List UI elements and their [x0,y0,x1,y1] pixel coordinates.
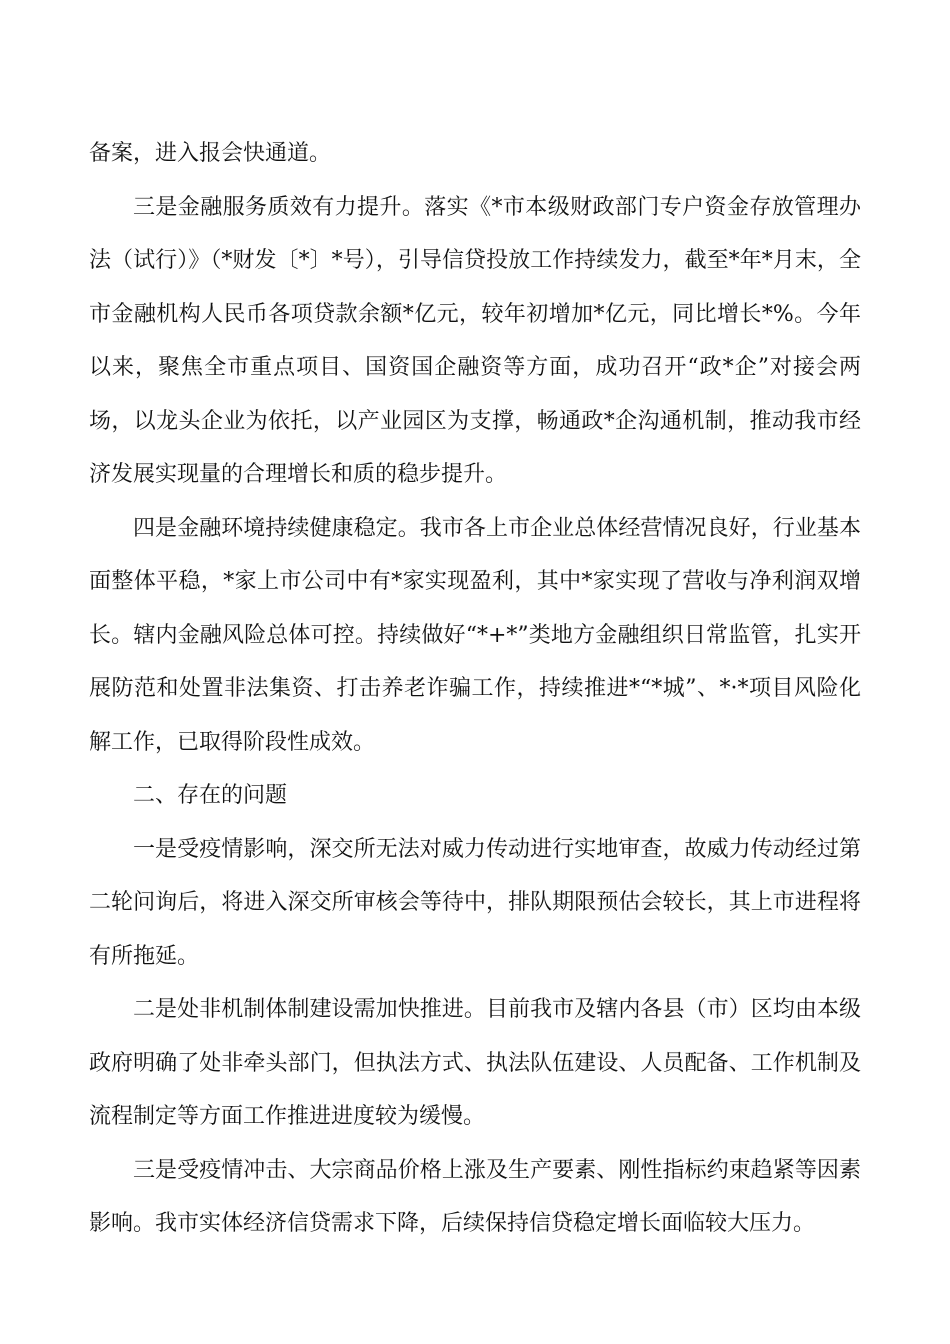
paragraph-problem-two: 二是处非机制体制建设需加快推进。目前我市及辖内各县（市）区均由本级政府明确了处非牵头部门，但执法方式、执法队伍建设、人员配备、工作机制及流程制定等方面工作推进进度较为缓慢。 [89,997,861,1129]
section-heading-problems: 二、存在的问题 [133,783,288,808]
paragraph-problem-three: 三是受疫情冲击、大宗商品价格上涨及生产要素、刚性指标约束趋紧等因素影响。我市实体经济信贷需求下降，后续保持信贷稳定增长面临较大压力。 [89,1157,861,1236]
document-body [89,127,861,1251]
paragraph-financial-services: 三是金融服务质效有力提升。落实《*市本级财政部门专户资金存放管理办法（试行）》（*财发〔*〕*号），引导信贷投放工作持续发力，截至*年*月末，全市金融机构人民币各项贷款余额*亿元，较年初增加*亿元，同比增长*%。今年以来，聚焦全市重点项目、国资国企融资等方面，成功召开“政*企”对接会两场，以龙头企业为依托，以产业园区为支撑，畅通政*企沟通机制，推动我市经济发展实现量的合理增长和质的稳步提升。 [89,194,861,487]
paragraph-financial-environment: 四是金融环境持续健康稳定。我市各上市企业总体经营情况良好，行业基本面整体平稳，*家上市公司中有*家实现盈利，其中*家实现了营收与净利润双增长。辖内金融风险总体可控。持续做好“*+*”类地方金融组织日常监管，扎实开展防范和处置非法集资、打击养老诈骗工作，持续推进*“*城”、*·*项目风险化解工作，已取得阶段性成效。 [89,515,861,755]
paragraph-problem-one: 一是受疫情影响，深交所无法对威力传动进行实地审查，故威力传动经过第二轮问询后，将进入深交所审核会等待中，排队期限预估会较长，其上市进程将有所拖延。 [89,836,861,969]
paragraph-continuation: 备案，进入报会快通道。 [89,141,332,166]
